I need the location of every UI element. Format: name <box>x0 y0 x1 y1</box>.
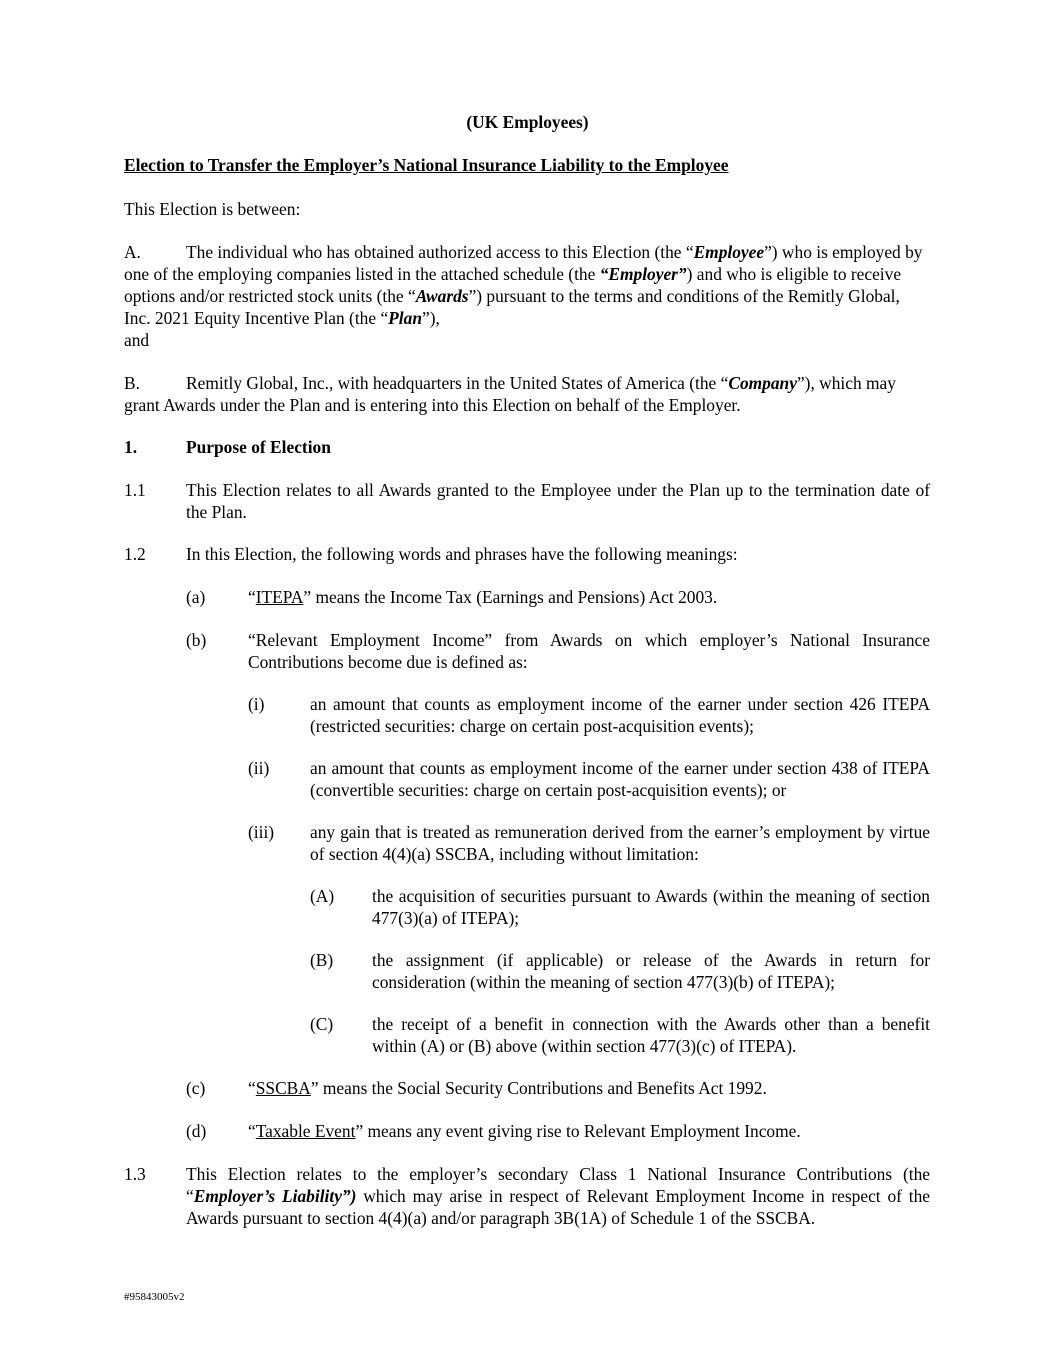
document-id-footer: #95843005v2 <box>124 1291 185 1303</box>
term-taxable-event: Taxable Event <box>255 1121 356 1141</box>
sub-item-B-text: the assignment (if applicable) or release of the Awards in return for consideration (within the meaning of section 477(3)(b) of ITEPA); <box>372 950 930 992</box>
term-employers-liability: Employer’s Liability”) <box>193 1186 357 1206</box>
term-awards: Awards <box>415 286 469 306</box>
clause-1-1-number: 1.1 <box>124 480 146 500</box>
definition-d-text: “Taxable Event” means any event giving rise to Relevant Employment Income. <box>248 1121 801 1141</box>
term-itepa: ITEPA <box>255 587 304 607</box>
section-1-heading: Purpose of Election <box>186 437 331 457</box>
term-employer: “Employer” <box>599 264 687 284</box>
term-sscba: SSCBA <box>255 1078 311 1098</box>
sub-item-C-text: the receipt of a benefit in connection with the Awards other than a benefit within (A) or (B) above (within section 477(3)(c) of ITEPA). <box>372 1014 930 1056</box>
sub-item-i-label: (i) <box>248 694 265 714</box>
clause-1-2-text: In this Election, the following words and phrases have the following meanings: <box>186 544 738 564</box>
sub-item-B-label: (B) <box>310 950 334 970</box>
definition-c-text: “SSCBA” means the Social Security Contributions and Benefits Act 1992. <box>248 1078 767 1098</box>
definition-a-text: “ITEPA” means the Income Tax (Earnings and Pensions) Act 2003. <box>248 587 718 607</box>
definition-a-label: (a) <box>186 587 206 607</box>
definition-b-text: “Relevant Employment Income” from Awards on which employer’s National Insurance Contributions become due is defined as: <box>248 630 930 672</box>
document-title: Election to Transfer the Employer’s National Insurance Liability to the Employee <box>124 155 729 175</box>
party-b-label: B. <box>124 373 140 393</box>
clause-1-3-text: This Election relates to the employer’s secondary Class 1 National Insurance Contributions (the “Employer’s Liability”) which may arise in respect of Relevant Employment Income in respect of the Awards pursuant to section 4(4)(a) and/or paragraph 3B(1A) of Schedule 1 of the SSCBA. <box>186 1164 931 1228</box>
sub-item-A-text: the acquisition of securities pursuant to Awards (within the meaning of section 477(3)(a) of ITEPA); <box>372 886 930 928</box>
party-a-label: A. <box>124 242 141 262</box>
document-subtitle: (UK Employees) <box>466 112 589 132</box>
party-a-and: and <box>124 330 150 350</box>
clause-1-2-number: 1.2 <box>124 544 146 564</box>
definition-c-label: (c) <box>186 1078 206 1098</box>
term-employee: Employee <box>693 242 765 262</box>
term-company: Company <box>728 373 797 393</box>
sub-item-iii-text: any gain that is treated as remuneration derived from the earner’s employment by virtue of section 4(4)(a) SSCBA, including without limitation: <box>310 822 930 864</box>
party-b-text: Remitly Global, Inc., with headquarters in the United States of America (the “Company”), which may grant Awards under the Plan and is entering into this Election on behalf of the Employer. <box>124 373 896 415</box>
intro-text: This Election is between: <box>124 199 301 219</box>
definition-b-label: (b) <box>186 630 207 650</box>
clause-1-3-number: 1.3 <box>124 1164 146 1184</box>
clause-1-1-text: This Election relates to all Awards granted to the Employee under the Plan up to the termination date of the Plan. <box>186 480 930 522</box>
definition-d-label: (d) <box>186 1121 207 1141</box>
sub-item-A-label: (A) <box>310 886 335 906</box>
sub-item-i-text: an amount that counts as employment income of the earner under section 426 ITEPA (restricted securities: charge on certain post-acquisition events); <box>310 694 930 736</box>
section-1-number: 1. <box>124 437 138 457</box>
sub-item-iii-label: (iii) <box>248 822 275 842</box>
term-plan: Plan <box>388 308 422 328</box>
sub-item-ii-text: an amount that counts as employment income of the earner under section 438 of ITEPA (convertible securities: charge on certain post-acquisition events); or <box>310 758 930 800</box>
party-a-text: The individual who has obtained authorized access to this Election (the “Employee”) who is employed by one of the employing companies listed in the attached schedule (the “Employer”) and who is eligible to receive options and/or restricted stock units (the “Awards”) pursuant to the terms and conditions of the Remitly Global, Inc. 2021 Equity Incentive Plan (the “Plan”), <box>124 242 923 328</box>
sub-item-C-label: (C) <box>310 1014 334 1034</box>
sub-item-ii-label: (ii) <box>248 758 270 778</box>
